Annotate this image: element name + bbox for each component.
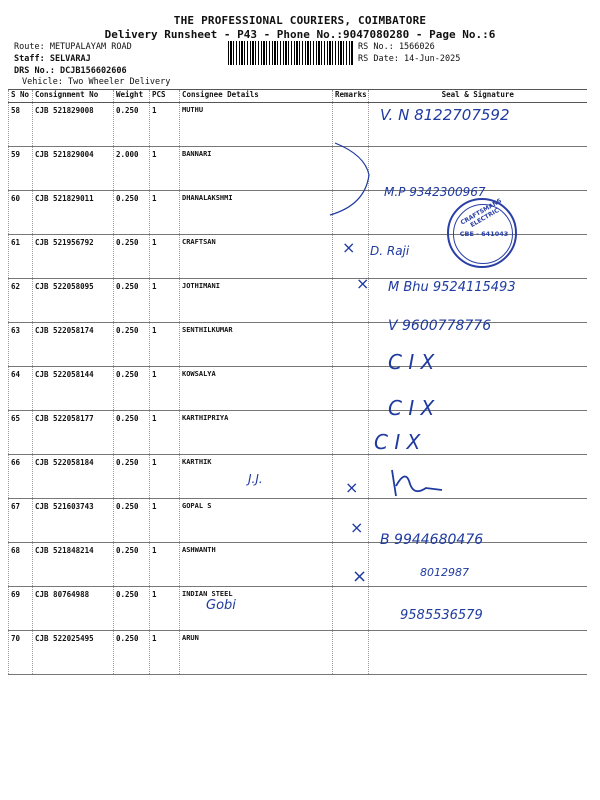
- cn-cell: CJB 521603743: [33, 499, 114, 543]
- row67-signature-scribble: [386, 466, 446, 502]
- col-pcs: PCS: [150, 90, 180, 103]
- consignee-cell: KARTHIK: [180, 455, 333, 499]
- consignee-cell: KOWSALYA: [180, 367, 333, 411]
- wt-cell: 0.250: [114, 411, 150, 455]
- handwriting-r60: M.P 9342300967: [384, 185, 486, 199]
- wt-cell: 0.250: [114, 191, 150, 235]
- table-row: [9, 543, 587, 587]
- pcs-cell: 1: [150, 455, 180, 499]
- rs-date: RS Date: 14-Jun-2025: [358, 54, 461, 64]
- pcs-cell: 1: [150, 587, 180, 631]
- wt-cell: 0.250: [114, 367, 150, 411]
- vehicle-label: Vehicle: Two Wheeler Delivery: [22, 77, 171, 87]
- consignee-cell: KARTHIPRIYA: [180, 411, 333, 455]
- consignee-cell: BANNARI: [180, 147, 333, 191]
- handwriting-r70: 9585536579: [400, 608, 483, 623]
- sno-cell: 67: [9, 499, 33, 543]
- wt-cell: 0.250: [114, 235, 150, 279]
- wt-cell: 0.250: [114, 499, 150, 543]
- company-seal-stamp: [447, 198, 517, 268]
- cross-mark: ×: [342, 238, 356, 257]
- remarks-cell: [333, 587, 369, 631]
- cn-cell: CJB 521829008: [33, 103, 114, 147]
- pcs-cell: 1: [150, 367, 180, 411]
- cn-cell: CJB 521829011: [33, 191, 114, 235]
- barcode-image: [228, 41, 353, 65]
- consignee-cell: ARUN: [180, 631, 333, 675]
- staff-label: Staff: SELVARAJ: [14, 54, 91, 64]
- wt-cell: 0.250: [114, 631, 150, 675]
- cn-cell: CJB 522058177: [33, 411, 114, 455]
- table-row: [9, 455, 587, 499]
- sno-cell: 70: [9, 631, 33, 675]
- signature-cell: [369, 543, 587, 587]
- wt-cell: 0.250: [114, 587, 150, 631]
- sno-cell: 58: [9, 103, 33, 147]
- pcs-cell: 1: [150, 543, 180, 587]
- sno-cell: 61: [9, 235, 33, 279]
- consignee-cell: JOTHIMANI: [180, 279, 333, 323]
- handwriting-r67-initials: J.J.: [248, 472, 263, 486]
- seal-text-top: CRAFTSMANS ELECTRIC: [459, 197, 503, 230]
- consignee-cell: GOPAL S: [180, 499, 333, 543]
- table-row: [9, 147, 587, 191]
- seal-text-mid: CBE - 641043: [459, 230, 509, 238]
- table-row: [9, 587, 587, 631]
- route-label: Route: METUPALAYAM ROAD: [14, 42, 132, 52]
- consignee-cell: SENTHILKUMAR: [180, 323, 333, 367]
- table-row: [9, 367, 587, 411]
- wt-cell: 2.000: [114, 147, 150, 191]
- table-header-row: [9, 90, 587, 103]
- cn-cell: CJB 521848214: [33, 543, 114, 587]
- pcs-cell: 1: [150, 103, 180, 147]
- cn-cell: CJB 80764988: [33, 587, 114, 631]
- table-row: [9, 499, 587, 543]
- sno-cell: 66: [9, 455, 33, 499]
- wt-cell: 0.250: [114, 543, 150, 587]
- cross-mark: ×: [345, 478, 359, 497]
- remarks-cell: [333, 411, 369, 455]
- col-consignment: Consignment No: [33, 90, 114, 103]
- handwriting-r58: V. N 8122707592: [380, 106, 510, 124]
- table-row: [9, 411, 587, 455]
- consignee-cell: DHANALAKSHMI: [180, 191, 333, 235]
- handwriting-r66: C I X: [374, 430, 421, 454]
- company-title: THE PROFESSIONAL COURIERS, COIMBATORE: [173, 14, 427, 27]
- sno-cell: 64: [9, 367, 33, 411]
- signature-cell: [369, 631, 587, 675]
- handwriting-r61: D. Raji: [370, 244, 410, 258]
- table-row: [9, 631, 587, 675]
- table-row: [9, 323, 587, 367]
- handwriting-r65: C I X: [388, 396, 435, 420]
- cn-cell: CJB 522058095: [33, 279, 114, 323]
- col-signature: Seal & Signature: [369, 90, 587, 103]
- sno-cell: 59: [9, 147, 33, 191]
- consignee-cell: CRAFTSAN: [180, 235, 333, 279]
- wt-cell: 0.250: [114, 455, 150, 499]
- pcs-cell: 1: [150, 411, 180, 455]
- cn-cell: CJB 521829004: [33, 147, 114, 191]
- wt-cell: 0.250: [114, 323, 150, 367]
- remarks-cell: [333, 323, 369, 367]
- pcs-cell: 1: [150, 235, 180, 279]
- sno-cell: 62: [9, 279, 33, 323]
- consignee-cell: INDIAN STEEL: [180, 587, 333, 631]
- col-consignee: Consignee Details: [180, 90, 333, 103]
- pcs-cell: 1: [150, 191, 180, 235]
- runsheet-table: [8, 89, 587, 675]
- handwriting-gobi: Gobi: [206, 598, 236, 613]
- consignee-cell: MUTHU: [180, 103, 333, 147]
- remarks-cell: [333, 631, 369, 675]
- remarks-cell: [333, 367, 369, 411]
- sno-cell: 60: [9, 191, 33, 235]
- row59-bracket-mark: [325, 135, 375, 225]
- handwriting-r69: 8012987: [420, 566, 469, 579]
- cn-cell: CJB 522058184: [33, 455, 114, 499]
- pcs-cell: 1: [150, 631, 180, 675]
- col-remarks: Remarks: [333, 90, 369, 103]
- rs-number: RS No.: 1566026: [358, 42, 435, 52]
- sno-cell: 63: [9, 323, 33, 367]
- wt-cell: 0.250: [114, 103, 150, 147]
- signature-cell: [369, 147, 587, 191]
- sno-cell: 68: [9, 543, 33, 587]
- consignee-cell: ASHWANTH: [180, 543, 333, 587]
- drs-label: DRS No.: DCJB156602606: [14, 66, 127, 76]
- sno-cell: 65: [9, 411, 33, 455]
- handwriting-r63: V 9600778776: [388, 318, 492, 334]
- cn-cell: CJB 522058144: [33, 367, 114, 411]
- handwriting-r64: C I X: [388, 350, 435, 374]
- cross-mark: ×: [352, 566, 368, 587]
- pcs-cell: 1: [150, 323, 180, 367]
- pcs-cell: 1: [150, 499, 180, 543]
- handwriting-r62: M Bhu 9524115493: [388, 280, 516, 295]
- runsheet-title: Delivery Runsheet - P43 - Phone No.:9047080280 - Page No.:6: [104, 28, 496, 41]
- wt-cell: 0.250: [114, 279, 150, 323]
- col-sno: S No: [9, 90, 33, 103]
- cn-cell: CJB 522025495: [33, 631, 114, 675]
- sno-cell: 69: [9, 587, 33, 631]
- cross-mark: ×: [350, 518, 364, 537]
- handwriting-r68: B 9944680476: [380, 532, 484, 548]
- col-weight: Weight: [114, 90, 150, 103]
- cn-cell: CJB 522058174: [33, 323, 114, 367]
- cn-cell: CJB 521956792: [33, 235, 114, 279]
- pcs-cell: 1: [150, 279, 180, 323]
- pcs-cell: 1: [150, 147, 180, 191]
- cross-mark: ×: [356, 274, 370, 293]
